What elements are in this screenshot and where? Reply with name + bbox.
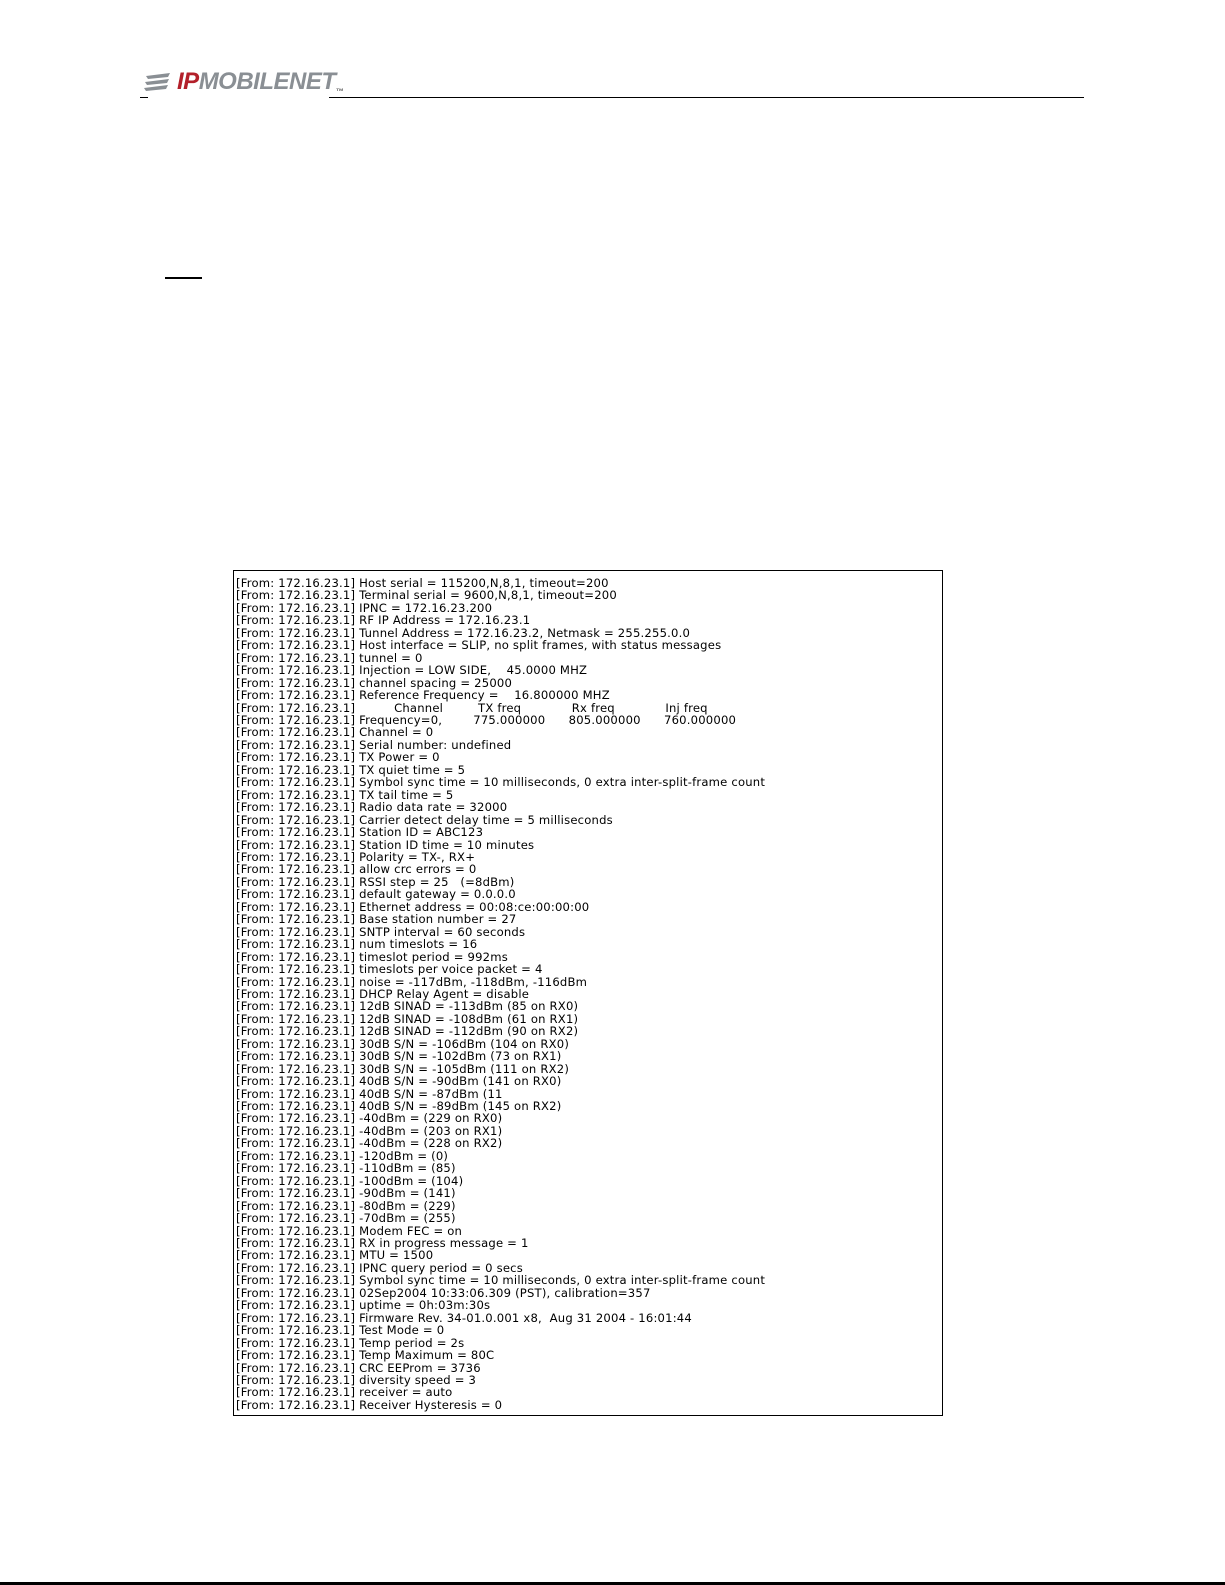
terminal-line: [From: 172.16.23.1] -40dBm = (228 on RX2) bbox=[236, 1136, 503, 1151]
terminal-line: [From: 172.16.23.1] -120dBm = (0) bbox=[236, 1148, 449, 1163]
terminal-line: [From: 172.16.23.1] -70dBm = (255) bbox=[236, 1211, 456, 1226]
terminal-line: [From: 172.16.23.1] Base station number = 27 bbox=[236, 912, 517, 927]
terminal-line: [From: 172.16.23.1] IPNC = 172.16.23.200 bbox=[236, 600, 493, 615]
terminal-line: [From: 172.16.23.1] timeslots per voice packet = 4 bbox=[236, 962, 543, 977]
terminal-line: [From: 172.16.23.1] -40dBm = (203 on RX1) bbox=[236, 1123, 503, 1138]
note-underline bbox=[165, 277, 202, 279]
terminal-line: [From: 172.16.23.1] 02Sep2004 10:33:06.309 (PST), calibration=357 bbox=[236, 1285, 651, 1300]
terminal-line: [From: 172.16.23.1] Ethernet address = 00:08:ce:00:00:00 bbox=[236, 899, 590, 914]
terminal-line: [From: 172.16.23.1] -110dBm = (85) bbox=[236, 1161, 456, 1176]
terminal-line: [From: 172.16.23.1] 30dB S/N = -106dBm (104 on RX0) bbox=[236, 1036, 570, 1051]
terminal-line: [From: 172.16.23.1] 40dB S/N = -89dBm (145 on RX2) bbox=[236, 1099, 562, 1114]
terminal-line: [From: 172.16.23.1] TX quiet time = 5 bbox=[236, 762, 466, 777]
terminal-line: [From: 172.16.23.1] Channel TX freq Rx freq Inj freq bbox=[236, 700, 708, 715]
terminal-line: [From: 172.16.23.1] 12dB SINAD = -113dBm (85 on RX0) bbox=[236, 999, 579, 1014]
terminal-line: [From: 172.16.23.1] allow crc errors = 0 bbox=[236, 862, 477, 877]
terminal-line: [From: 172.16.23.1] 30dB S/N = -105dBm (111 on RX2) bbox=[236, 1061, 570, 1076]
terminal-line: [From: 172.16.23.1] IPNC query period = 0 secs bbox=[236, 1260, 523, 1275]
terminal-line: [From: 172.16.23.1] tunnel = 0 bbox=[236, 650, 423, 665]
terminal-output bbox=[233, 570, 943, 1416]
terminal-line: [From: 172.16.23.1] channel spacing = 25000 bbox=[236, 675, 513, 690]
logo-wordmark bbox=[177, 68, 343, 96]
terminal-line: [From: 172.16.23.1] Symbol sync time = 10 milliseconds, 0 extra inter-split-frame count bbox=[236, 775, 766, 790]
terminal-line: [From: 172.16.23.1] 30dB S/N = -102dBm (73 on RX1) bbox=[236, 1049, 562, 1064]
logo-trademark: ™ bbox=[335, 87, 344, 96]
terminal-line: [From: 172.16.23.1] 40dB S/N = -87dBm (11 bbox=[236, 1086, 503, 1101]
logo-ip-text: IP bbox=[177, 68, 199, 95]
terminal-line: [From: 172.16.23.1] SNTP interval = 60 seconds bbox=[236, 924, 526, 939]
terminal-line: [From: 172.16.23.1] Reference Frequency = 16.800000 MHZ bbox=[236, 688, 610, 703]
terminal-line: [From: 172.16.23.1] TX tail time = 5 bbox=[236, 787, 454, 802]
terminal-line: [From: 172.16.23.1] receiver = auto bbox=[236, 1385, 453, 1400]
logo-swoosh-icon bbox=[144, 70, 174, 94]
terminal-line: [From: 172.16.23.1] timeslot period = 992ms bbox=[236, 949, 508, 964]
terminal-line: [From: 172.16.23.1] Firmware Rev. 34-01.0.001 x8, Aug 31 2004 - 16:01:44 bbox=[236, 1310, 692, 1325]
terminal-line: [From: 172.16.23.1] Injection = LOW SIDE, 45.0000 MHZ bbox=[236, 663, 588, 678]
terminal-line: [From: 172.16.23.1] Host interface = SLIP, no split frames, with status messages bbox=[236, 638, 722, 653]
logo-rest-text: MOBILENET bbox=[198, 68, 336, 95]
terminal-line: [From: 172.16.23.1] RSSI step = 25 (=8dBm) bbox=[236, 874, 515, 889]
terminal-line: [From: 172.16.23.1] -80dBm = (229) bbox=[236, 1198, 456, 1213]
terminal-line: [From: 172.16.23.1] Receiver Hysteresis = 0 bbox=[236, 1397, 503, 1412]
terminal-line: [From: 172.16.23.1] Temp Maximum = 80C bbox=[236, 1348, 495, 1363]
terminal-line: [From: 172.16.23.1] noise = -117dBm, -118dBm, -116dBm bbox=[236, 974, 588, 989]
header-tick bbox=[140, 97, 148, 98]
terminal-line: [From: 172.16.23.1] uptime = 0h:03m:30s bbox=[236, 1298, 491, 1313]
page-header bbox=[144, 64, 1084, 104]
terminal-line: [From: 172.16.23.1] Temp period = 2s bbox=[236, 1335, 465, 1350]
header-rule bbox=[329, 97, 1084, 98]
terminal-line: [From: 172.16.23.1] -100dBm = (104) bbox=[236, 1173, 464, 1188]
terminal-line: [From: 172.16.23.1] Symbol sync time = 10 milliseconds, 0 extra inter-split-frame count bbox=[236, 1273, 766, 1288]
terminal-line: [From: 172.16.23.1] num timeslots = 16 bbox=[236, 937, 478, 952]
terminal-line: [From: 172.16.23.1] MTU = 1500 bbox=[236, 1248, 434, 1263]
terminal-line: [From: 172.16.23.1] Polarity = TX-, RX+ bbox=[236, 849, 476, 864]
terminal-line: [From: 172.16.23.1] DHCP Relay Agent = disable bbox=[236, 986, 530, 1001]
terminal-line: [From: 172.16.23.1] Serial number: undefined bbox=[236, 737, 512, 752]
terminal-line: [From: 172.16.23.1] default gateway = 0.0.0.0 bbox=[236, 887, 516, 902]
terminal-line: [From: 172.16.23.1] Radio data rate = 32000 bbox=[236, 800, 508, 815]
terminal-line: [From: 172.16.23.1] Terminal serial = 9600,N,8,1, timeout=200 bbox=[236, 588, 617, 603]
terminal-line: [From: 172.16.23.1] Channel = 0 bbox=[236, 725, 434, 740]
terminal-line: [From: 172.16.23.1] RX in progress message = 1 bbox=[236, 1236, 529, 1251]
terminal-line: [From: 172.16.23.1] Station ID = ABC123 bbox=[236, 825, 484, 840]
terminal-line: [From: 172.16.23.1] diversity speed = 3 bbox=[236, 1373, 477, 1387]
terminal-line: [From: 172.16.23.1] Station ID time = 10 minutes bbox=[236, 837, 535, 852]
terminal-line: [From: 172.16.23.1] 12dB SINAD = -112dBm (90 on RX2) bbox=[236, 1024, 579, 1039]
terminal-line: [From: 172.16.23.1] CRC EEProm = 3736 bbox=[236, 1360, 481, 1375]
terminal-line: [From: 172.16.23.1] -40dBm = (229 on RX0) bbox=[236, 1111, 503, 1126]
terminal-line: [From: 172.16.23.1] -90dBm = (141) bbox=[236, 1186, 456, 1201]
terminal-line: [From: 172.16.23.1] Test Mode = 0 bbox=[236, 1323, 445, 1338]
terminal-line: [From: 172.16.23.1] Frequency=0, 775.000000 805.000000 760.000000 bbox=[236, 712, 737, 727]
terminal-line: [From: 172.16.23.1] RF IP Address = 172.16.23.1 bbox=[236, 613, 531, 628]
terminal-line: [From: 172.16.23.1] 12dB SINAD = -108dBm (61 on RX1) bbox=[236, 1011, 579, 1026]
company-logo bbox=[144, 67, 343, 97]
terminal-line: [From: 172.16.23.1] Host serial = 115200,N,8,1, timeout=200 bbox=[236, 576, 609, 590]
terminal-line: [From: 172.16.23.1] Carrier detect delay time = 5 milliseconds bbox=[236, 812, 613, 827]
terminal-line: [From: 172.16.23.1] 40dB S/N = -90dBm (141 on RX0) bbox=[236, 1074, 562, 1089]
terminal-line: [From: 172.16.23.1] Modem FEC = on bbox=[236, 1223, 463, 1238]
terminal-line: [From: 172.16.23.1] Tunnel Address = 172.16.23.2, Netmask = 255.255.0.0 bbox=[236, 625, 691, 640]
terminal-line: [From: 172.16.23.1] TX Power = 0 bbox=[236, 750, 440, 765]
